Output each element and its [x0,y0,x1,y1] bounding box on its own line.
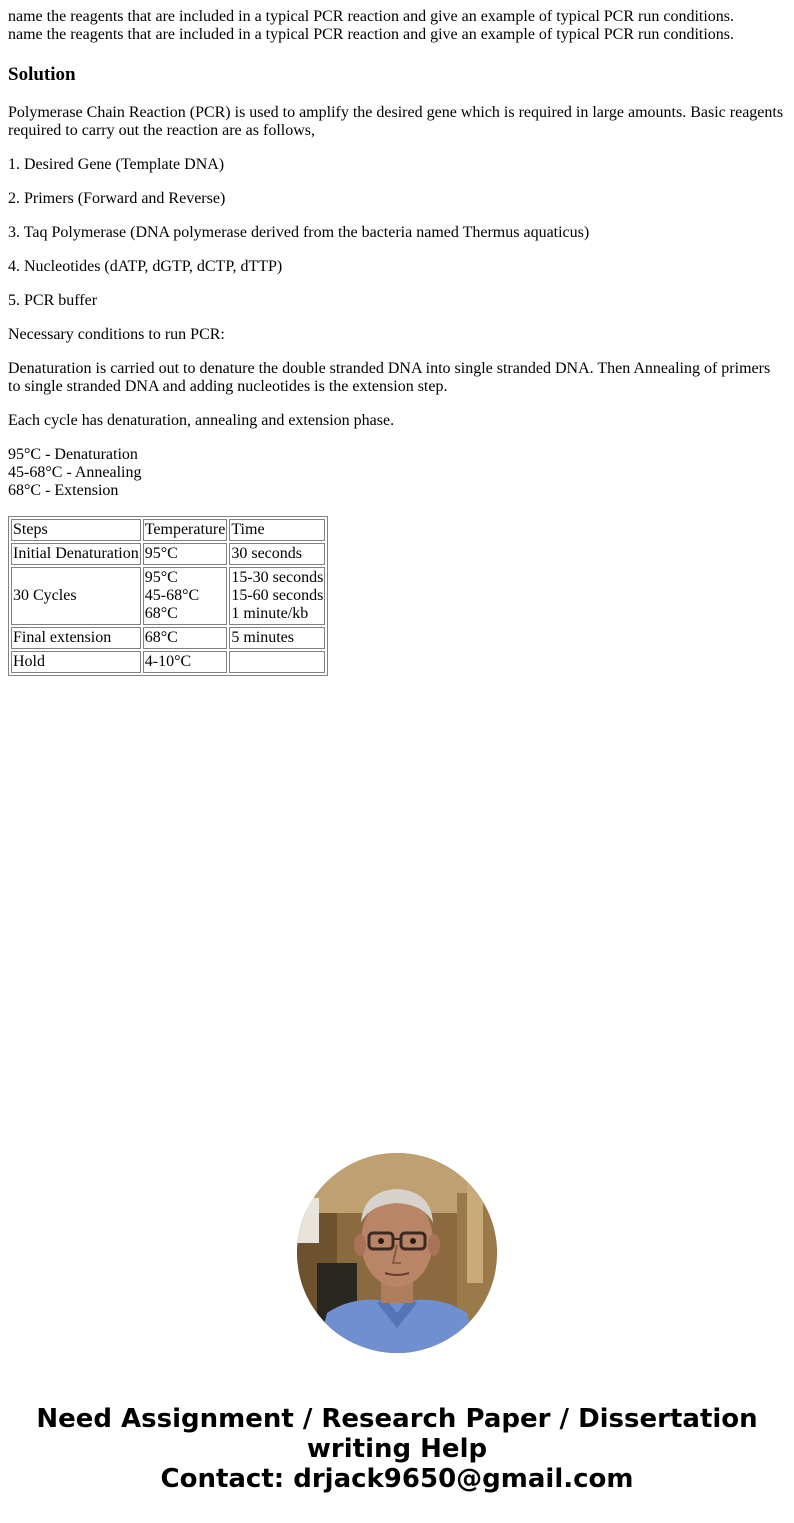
question-text-repeat: name the reagents that are included in a typical PCR reaction and give an example of typical PCR run conditions. [8,26,735,43]
temperature-value: 4-10°C [144,653,192,670]
temperature-cell [143,651,228,673]
time-value: 15-30 seconds [231,569,324,586]
header-cell-time: Time [229,519,325,541]
conditions-heading: Necessary conditions to run PCR: [8,326,225,343]
temperature-item: 45-68°C - Annealing [8,464,142,481]
reagent-item: 2. Primers (Forward and Reverse) [8,190,226,207]
time-value: 15-60 seconds [231,587,324,604]
solution-heading: Solution [8,64,76,85]
footer-line: Need Assignment / Research Paper / Dissertation [36,1404,758,1434]
table-row [11,627,325,649]
header-cell-temperature: Temperature [143,519,228,541]
step-cell: 30 Cycles [11,567,141,625]
time-cell [229,627,325,649]
time-value: 5 minutes [231,629,295,646]
table-header-row [11,519,325,541]
step-cell: Final extension [11,627,141,649]
pcr-conditions-table [8,516,328,676]
temperature-value: 95°C [144,545,178,562]
table-row [11,543,325,565]
temperature-value: 95°C [144,569,178,586]
contact-footer [0,1404,794,1494]
footer-contact: Contact: drjack9650@gmail.com [160,1464,634,1494]
footer-line: writing Help [306,1434,488,1464]
cycle-text: Each cycle has denaturation, annealing and extension phase. [8,412,395,429]
time-value [231,653,323,671]
reagent-item: 1. Desired Gene (Template DNA) [8,156,225,173]
table-row [11,567,325,625]
temperature-cell [143,543,228,565]
time-value: 1 minute/kb [231,605,309,622]
temperature-cell [143,567,228,625]
step-cell: Initial Denaturation [11,543,141,565]
header-cell-steps: Steps [11,519,141,541]
temperature-list [8,446,786,500]
time-cell [229,567,325,625]
person-portrait-image [297,1153,497,1353]
step-cell: Hold [11,651,141,673]
document-content [8,8,786,676]
conditions-text: Denaturation is carried out to denature the double stranded DNA into single stranded DNA. Then Annealing of primers to single stranded DNA and adding nucleotides is the extension step. [8,360,771,395]
question-text: name the reagents that are included in a typical PCR reaction and give an example of typical PCR run conditions. [8,8,735,25]
time-value: 30 seconds [231,545,302,562]
table-row [11,651,325,673]
time-cell [229,651,325,673]
temperature-item: 68°C - Extension [8,482,119,499]
temperature-value: 68°C [144,605,178,622]
temperature-value: 45-68°C [144,587,200,604]
temperature-cell [143,627,228,649]
reagent-item: 3. Taq Polymerase (DNA polymerase derived from the bacteria named Thermus aquaticus) [8,224,590,241]
reagent-item: 4. Nucleotides (dATP, dGTP, dCTP, dTTP) [8,258,283,275]
reagent-item: 5. PCR buffer [8,292,98,309]
temperature-item: 95°C - Denaturation [8,446,138,463]
avatar [297,1153,497,1353]
solution-intro: Polymerase Chain Reaction (PCR) is used to amplify the desired gene which is required in large amounts. Basic reagents required to carry out the reaction are as follows, [8,104,784,139]
temperature-value: 68°C [144,629,178,646]
time-cell [229,543,325,565]
